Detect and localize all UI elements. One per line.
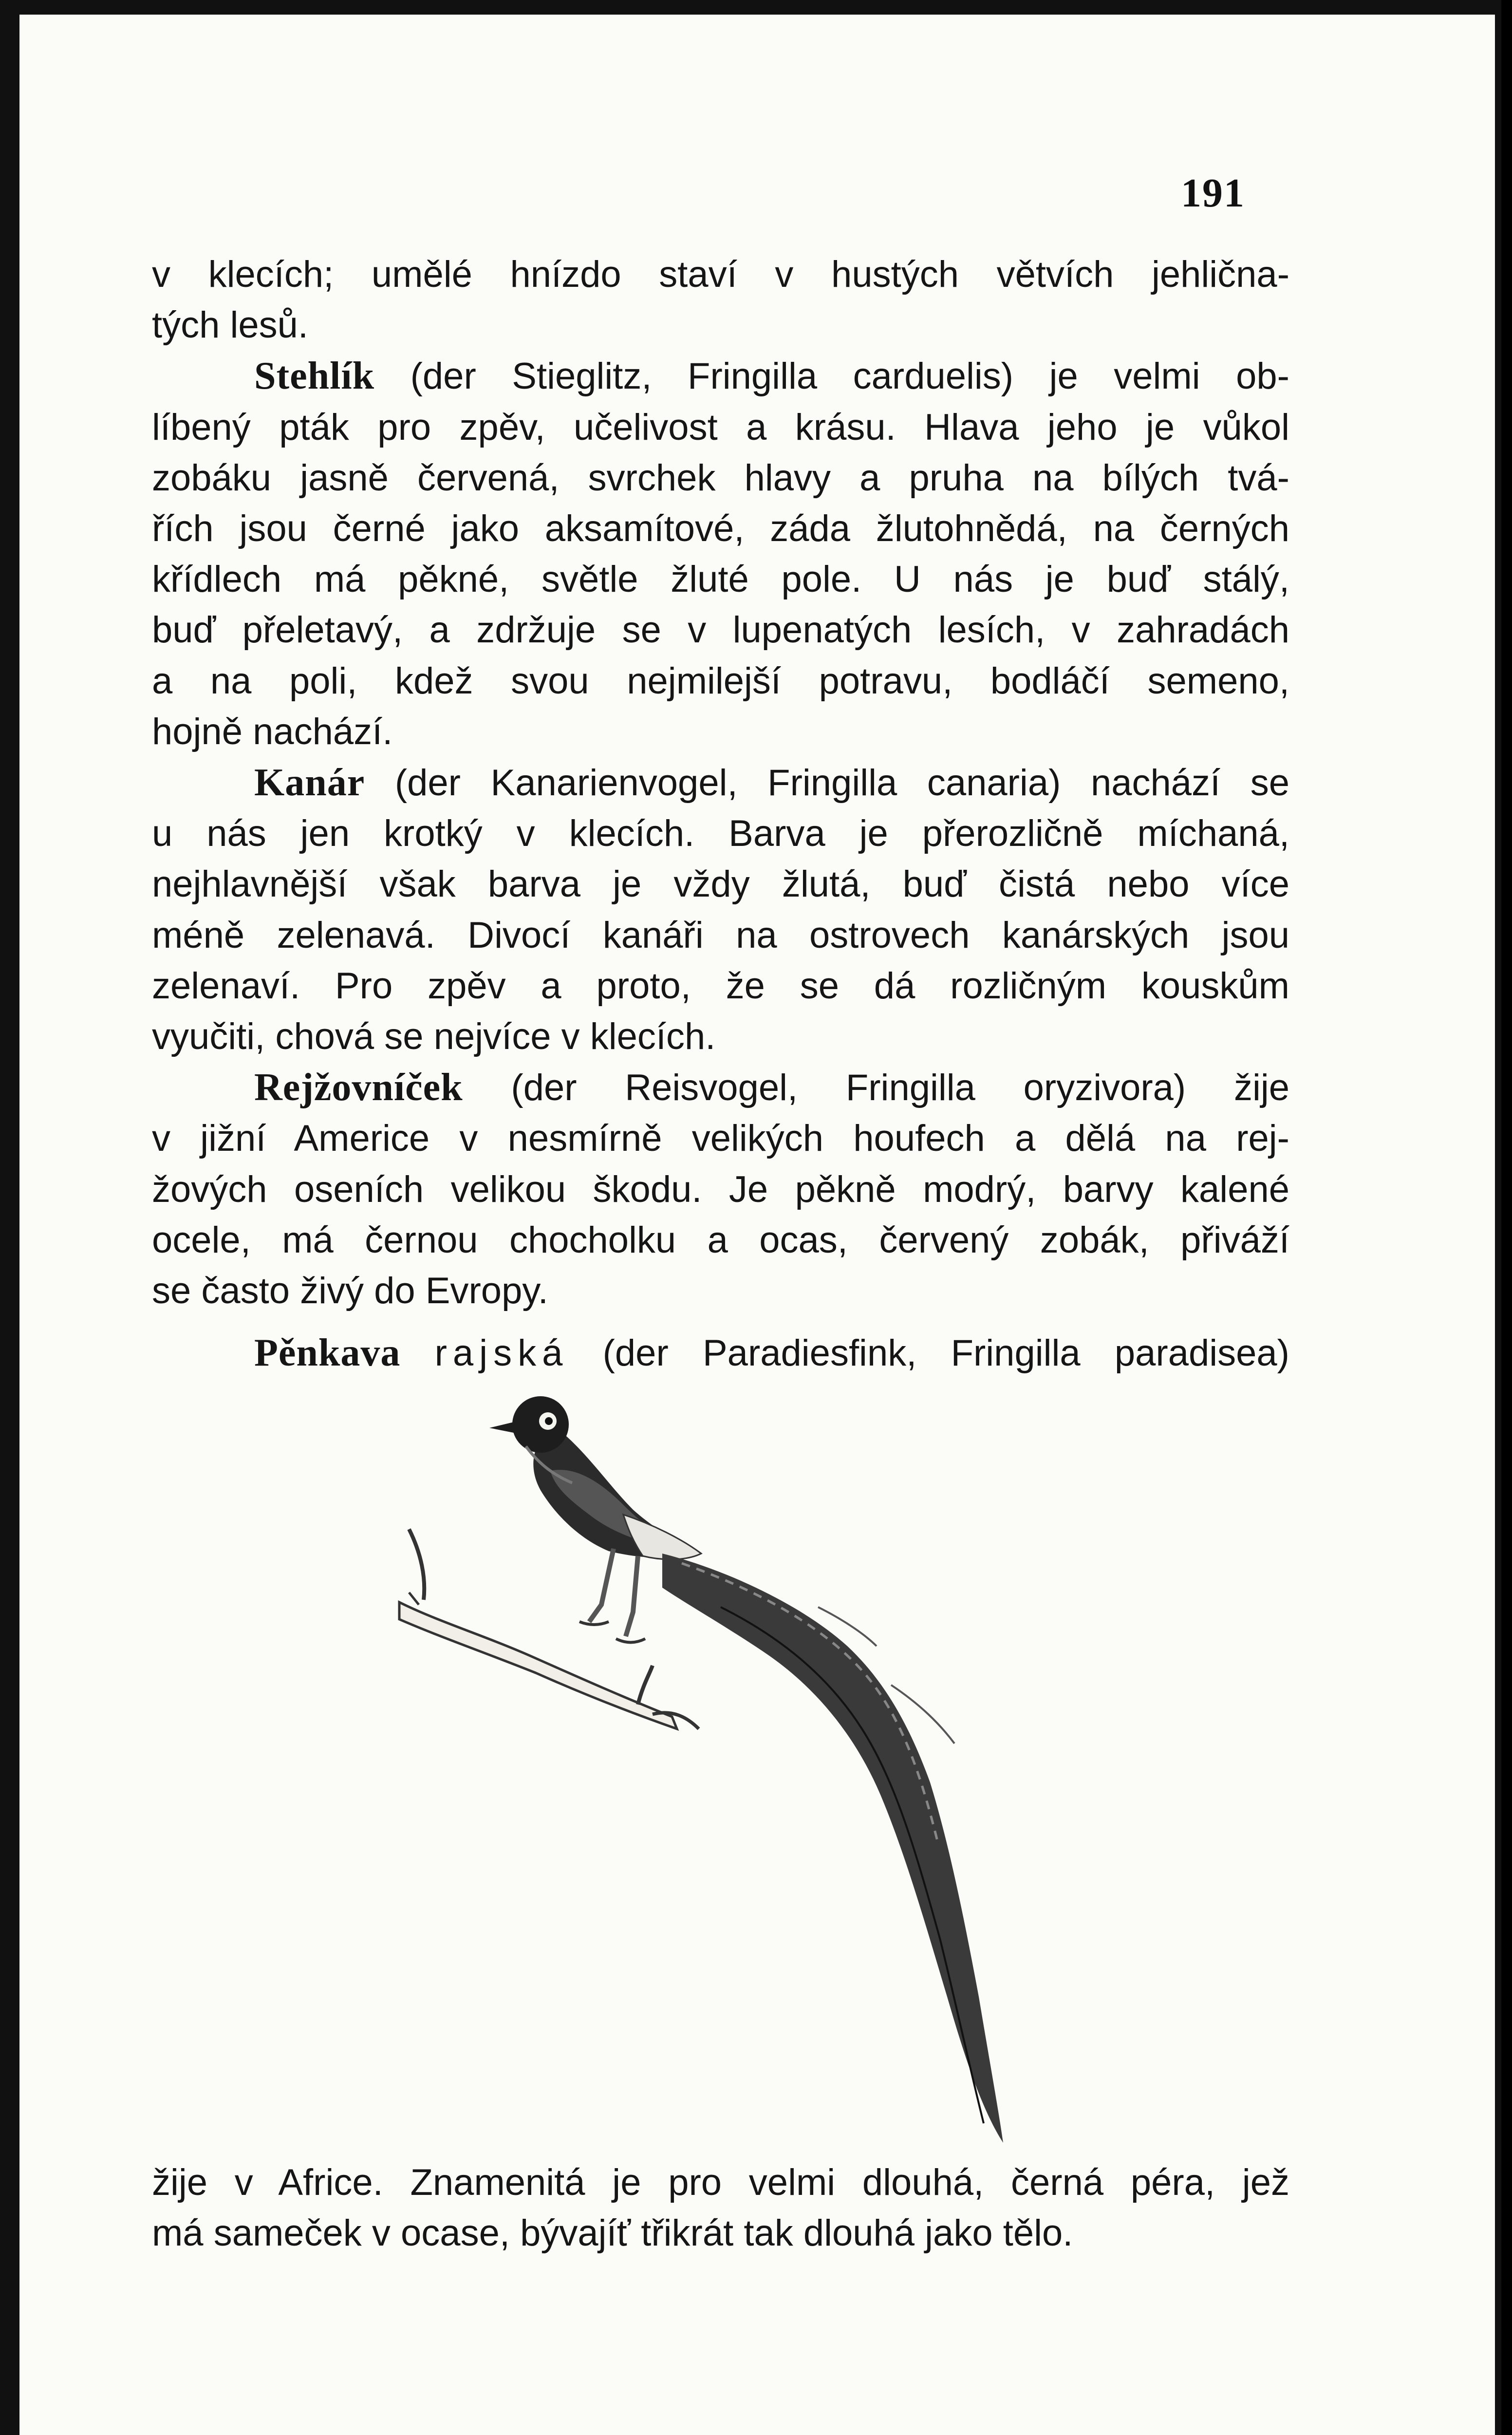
- text-line: hojně nachází.: [152, 711, 393, 752]
- text-line: zelenaví. Pro zpěv a proto, že se dá rozličným kouskům: [152, 965, 1289, 1007]
- text-line: (der Paradiesfink, Fringilla paradisea): [602, 1332, 1289, 1374]
- text-line: (der Kanarienvogel, Fringilla canaria) nachází se: [394, 762, 1289, 804]
- text-block-lower: [152, 2157, 1289, 2259]
- text-line: má sameček v ocase, bývajíť třikrát tak dlouhá jako tělo.: [152, 2212, 1073, 2254]
- text-line: tých lesů.: [152, 304, 309, 346]
- text-line: se často živý do Evropy.: [152, 1270, 548, 1312]
- text-line: u nás jen krotký v klecích. Barva je přerozličně míchaná,: [152, 813, 1289, 855]
- text-line: buď přeletavý, a zdržuje se v lupenatých lesích, v zahradách: [152, 609, 1289, 651]
- text-block-penkava-heading: [152, 1328, 1289, 1379]
- text-line: líbený pták pro zpěv, učelivost a krásu. Hlava jeho je vůkol: [152, 406, 1289, 448]
- text-line: (der Stieglitz, Fringilla carduelis) je velmi ob-: [410, 356, 1289, 397]
- paragraph-kanar-start: [152, 757, 1289, 808]
- heading-penkava-spaced: rajská: [434, 1332, 569, 1374]
- text-line: křídlech má pěkné, světle žluté pole. U nás je buď stálý,: [152, 559, 1289, 600]
- text-line: zobáku jasně červená, svrchek hlavy a pruha na bílých tvá-: [152, 457, 1289, 499]
- text-line: nejhlavnější však barva je vždy žlutá, buď čistá nebo více: [152, 863, 1289, 905]
- heading-kanar: Kanár: [254, 761, 365, 805]
- paragraph-stehlik-start: [152, 351, 1289, 402]
- text-line: v jižní Americe v nesmírně velikých houfech a dělá na rej-: [152, 1118, 1289, 1160]
- paragraph-rejzovnicek-start: [152, 1062, 1289, 1113]
- text-line: vyučiti, chová se nejvíce v klecích.: [152, 1016, 716, 1058]
- page-number: 191: [1181, 170, 1245, 216]
- paragraph-penkava-start: [152, 1328, 1289, 1379]
- text-line: méně zelenavá. Divocí kanáři na ostrovech kanárských jsou: [152, 914, 1289, 956]
- text-line: a na poli, kdež svou nejmilejší potravu, bodláčí semeno,: [152, 660, 1289, 702]
- text-line: žových oseních velikou škodu. Je pěkně modrý, barvy kalené: [152, 1168, 1289, 1210]
- text-line: (der Reisvogel, Fringilla oryzivora) žije: [511, 1067, 1289, 1109]
- heading-stehlik: Stehlík: [254, 355, 375, 398]
- heading-penkava: Pěnkava: [254, 1331, 401, 1374]
- bird: [489, 1396, 1003, 2143]
- bird-illustration: [380, 1393, 1081, 2162]
- text-line: žije v Africe. Znamenitá je pro velmi dlouhá, černá péra, jež: [152, 2162, 1289, 2203]
- heading-rejzovnicek: Rejžovníček: [254, 1066, 463, 1109]
- text-line: řích jsou černé jako aksamítové, záda žlutohnědá, na černých: [152, 508, 1289, 550]
- branch: [399, 1529, 699, 1729]
- scan-border-right: [1501, 0, 1512, 2435]
- book-page: [19, 15, 1495, 2435]
- text-block-upper: [152, 249, 1289, 1316]
- text-line: ocele, má černou chocholku a ocas, červený zobák, přiváží: [152, 1219, 1289, 1261]
- text-line: v klecích; umělé hnízdo staví v hustých větvích jehlična-: [152, 254, 1289, 295]
